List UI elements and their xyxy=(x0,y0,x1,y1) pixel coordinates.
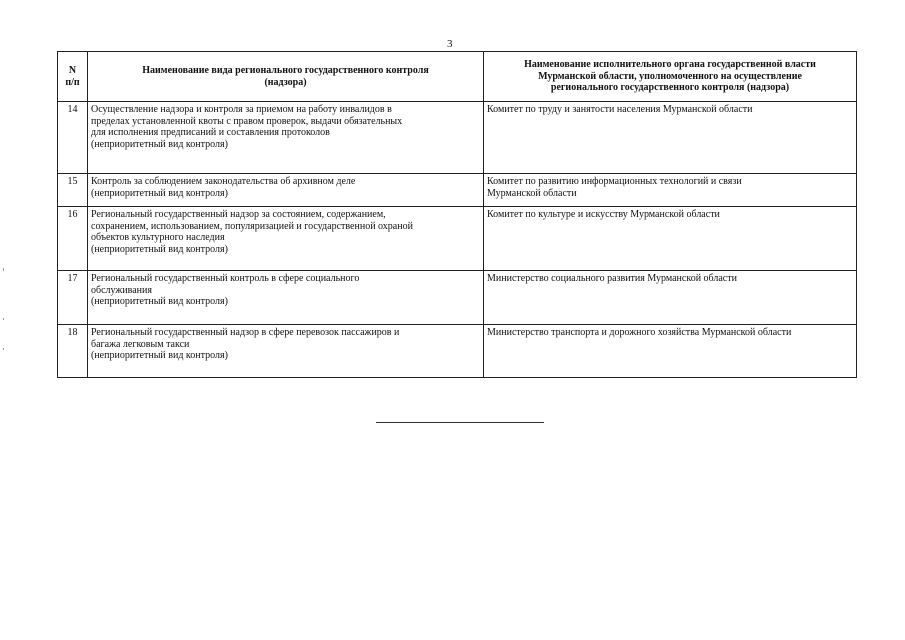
cell-text-line: Региональный государственный надзор за состоянием, содержанием, xyxy=(91,209,386,220)
control-type-cell xyxy=(88,174,484,207)
authority-cell xyxy=(484,207,857,271)
header-text-line: Мурманской области, уполномоченного на осуществление xyxy=(538,70,802,82)
table-row xyxy=(58,102,857,174)
row-number: 16 xyxy=(58,207,88,271)
control-registry-table xyxy=(57,51,857,378)
row-number: 17 xyxy=(58,271,88,325)
table-row xyxy=(58,207,857,271)
control-type-cell xyxy=(88,325,484,378)
header-authority xyxy=(484,52,857,102)
cell-text-line: Министерство транспорта и дорожного хозяйства Мурманской области xyxy=(487,327,792,338)
table-header-row xyxy=(58,52,857,102)
end-of-document-divider xyxy=(376,422,544,423)
cell-text-line: (неприоритетный вид контроля) xyxy=(91,243,228,255)
cell-text-line: для исполнения предписаний и составления протоколов xyxy=(91,127,330,138)
control-type-cell xyxy=(88,102,484,174)
cell-text-line: Комитет по культуре и искусству Мурманской области xyxy=(487,209,720,220)
cell-text-line: Региональный государственный надзор в сфере перевозок пассажиров и xyxy=(91,327,400,338)
authority-cell xyxy=(484,102,857,174)
scan-edge-mark xyxy=(3,348,4,350)
header-text-line: (надзора) xyxy=(264,76,307,88)
control-type-cell xyxy=(88,271,484,325)
cell-text-line: багажа легковым такси xyxy=(91,338,190,350)
header-number xyxy=(58,52,88,102)
table-row xyxy=(58,325,857,378)
header-text-line: N xyxy=(68,65,77,76)
cell-text-line: (неприоритетный вид контроля) xyxy=(91,138,228,150)
authority-cell xyxy=(484,271,857,325)
cell-text-line: (неприоритетный вид контроля) xyxy=(91,187,228,199)
cell-text-line: Комитет по труду и занятости населения Мурманской области xyxy=(487,104,753,115)
header-text-line: регионального государственного контроля (надзора) xyxy=(550,82,790,94)
table-row xyxy=(58,271,857,325)
row-number: 18 xyxy=(58,325,88,378)
scan-edge-mark xyxy=(3,268,4,271)
cell-text-line: Мурманской области xyxy=(487,187,577,199)
cell-text-line: Осуществление надзора и контроля за приемом на работу инвалидов в xyxy=(91,104,392,115)
authority-cell xyxy=(484,174,857,207)
row-number: 14 xyxy=(58,102,88,174)
row-number: 15 xyxy=(58,174,88,207)
cell-text-line: пределах установленной квоты с правом проверок, выдачи обязательных xyxy=(91,115,403,127)
cell-text-line: Комитет по развитию информационных технологий и связи xyxy=(487,176,742,187)
authority-cell xyxy=(484,325,857,378)
header-control-type xyxy=(88,52,484,102)
header-text-line: Наименование вида регионального государственного контроля xyxy=(142,65,429,76)
cell-text-line: Министерство социального развития Мурманской области xyxy=(487,273,737,284)
cell-text-line: сохранением, использованием, популяризацией и государственной охраной xyxy=(91,220,413,232)
cell-text-line: Региональный государственный контроль в сфере социального xyxy=(91,273,360,284)
cell-text-line: (неприоритетный вид контроля) xyxy=(91,350,228,361)
cell-text-line: обслуживания xyxy=(91,284,152,296)
header-text-line: Наименование исполнительного органа государственной власти xyxy=(524,59,816,71)
cell-text-line: объектов культурного наследия xyxy=(91,232,225,243)
control-type-cell xyxy=(88,207,484,271)
table-row xyxy=(58,174,857,207)
scan-edge-mark xyxy=(3,318,4,320)
header-text-line: п/п xyxy=(65,76,80,88)
page-number: 3 xyxy=(447,38,453,50)
cell-text-line: Контроль за соблюдением законодательства об архивном деле xyxy=(91,176,356,187)
cell-text-line: (неприоритетный вид контроля) xyxy=(91,296,228,307)
